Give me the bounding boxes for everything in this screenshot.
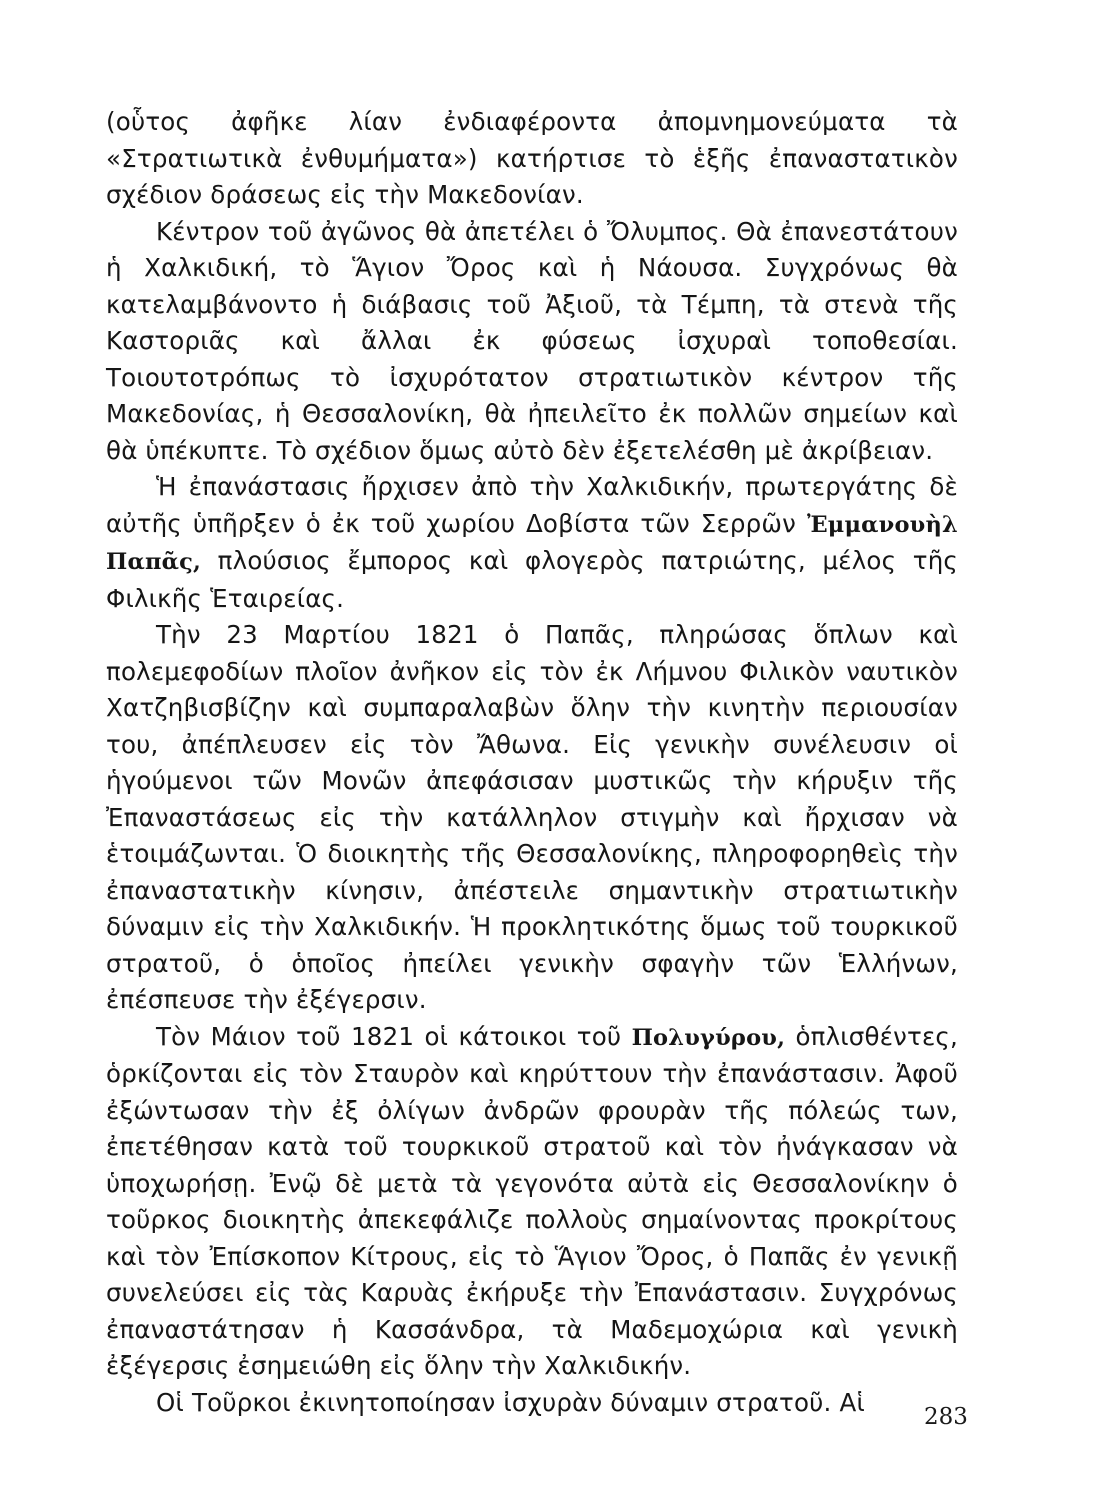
paragraph-campaign-center: Κέντρον τοῦ ἀγῶνος θὰ ἀπετέλει ὁ Ὄλυμπος. Θὰ ἐπανεστάτουν ἡ Χαλκιδική, τὸ Ἅγιον Ὄρος καὶ ἡ Νάουσα. Συγχρόνως θὰ κατελαμβάνοντο ἡ διάβασις τοῦ Ἀξιοῦ, τὰ Τέμπη, τὰ στενὰ τῆς Καστοριᾶς καὶ ἄλλαι ἐκ φύσεως ἰσχυραὶ τοποθεσίαι. Τοιουτοτρόπως τὸ ἰσχυρότατον στρατιωτικὸν κέντρον τῆς Μακεδονίας, ἡ Θεσσαλονίκη, θὰ ἠπειλεῖτο ἐκ πολλῶν σημείων καὶ θὰ ὑπέκυπτε. Τὸ σχέδιον ὅμως αὐτὸ δὲν ἐξετελέσθη μὲ ἀκρίβειαν. xyxy=(106,216,958,465)
paragraph-text: ὁπλισθέντες, ὁρκίζονται εἰς τὸν Σταυρὸν καὶ κηρύττουν τὴν ἐπανάστασιν. Ἀφοῦ ἐξώντωσαν τὴν ἐξ ὀλίγων ἀνδρῶν φρουρὰν τῆς πόλεώς των, ἐπετέθησαν κατὰ τοῦ τουρκικοῦ στρατοῦ καὶ τὸν ἠνάγκασαν νὰ ὑποχωρήσῃ. Ἐνῷ δὲ μετὰ τὰ γεγονότα αὐτὰ εἰς Θεσσαλονίκην ὁ τοῦρκος διοικητὴς ἀπεκεφάλιζε πολλοὺς σημαίνοντας προκρίτους καὶ τὸν Ἐπίσκοπον Κίτρους, εἰς τὸ Ἅγιον Ὄρος, ὁ Παπᾶς ἐν γενικῇ συνελεύσει εἰς τὰς Καρυὰς ἐκήρυξε τὴν Ἐπανάστασιν. Συγχρόνως ἐπαναστάτησαν ἡ Κασσάνδρα, τὰ Μαδεμοχώρια καὶ γενικὴ ἐξέγερσις ἐσημειώθη εἰς ὅλην τὴν Χαλκιδικήν. xyxy=(106,1021,958,1380)
paragraph-polygyros xyxy=(106,1019,958,1385)
paragraph-text: πλούσιος ἔμπορος καὶ φλογερὸς πατριώτης, μέλος τῆς Φιλικῆς Ἑταιρείας. xyxy=(106,546,958,613)
emphasized-name: Ἐμμανουὴλ Παπᾶς, xyxy=(106,511,958,575)
paragraph-text: Τὸν Μάιον τοῦ 1821 οἱ κάτοικοι τοῦ xyxy=(156,1021,632,1051)
paragraph-march-1821: Τὴν 23 Μαρτίου 1821 ὁ Παπᾶς, πληρώσας ὅπλων καὶ πολεμεφοδίων πλοῖον ἀνῆκον εἰς τὸν ἐκ Λήμνου Φιλικὸν ναυτικὸν Χατζηβισβίζην καὶ συμπαραλαβὼν ὅλην τὴν κινητὴν περιουσίαν του, ἀπέπλευσεν εἰς τὸν Ἄθωνα. Εἰς γενικὴν συνέλευσιν οἱ ἡγούμενοι τῶν Μονῶν ἀπεφάσισαν μυστικῶς τὴν κήρυξιν τῆς Ἐπαναστάσεως εἰς τὴν κατάλληλον στιγμὴν καὶ ἤρχισαν νὰ ἑτοιμάζωνται. Ὁ διοικητὴς τῆς Θεσσαλονίκης, πληροφορηθεὶς τὴν ἐπαναστατικὴν κίνησιν, ἀπέστειλε σημαντικὴν στρατιωτικὴν δύναμιν εἰς τὴν Χαλκιδικήν. Ἡ προκλητικότης ὅμως τοῦ τουρκικοῦ στρατοῦ, ὁ ὁποῖος ἠπείλει γενικὴν σφαγὴν τῶν Ἑλλήνων, ἐπέσπευσε τὴν ἐξέγερσιν. xyxy=(106,620,958,1014)
emphasized-place: Πολυγύρου, xyxy=(631,1024,786,1051)
book-page xyxy=(106,104,958,1444)
paragraph-revolution-start xyxy=(106,469,958,617)
paragraph-turkish-mobilization: Οἱ Τοῦρκοι ἐκινητοποίησαν ἰσχυρὰν δύναμιν στρατοῦ. Αἱ xyxy=(156,1387,865,1417)
body-text xyxy=(106,104,958,1421)
paragraph-plan-intro: (οὗτος ἀφῆκε λίαν ἐνδιαφέροντα ἀπομνημονεύματα τὰ «Στρατιωτικὰ ἐνθυμήματα») κατήρτισε τὸ ἑξῆς ἐπαναστατικὸν σχέδιον δράσεως εἰς τὴν Μακεδονίαν. xyxy=(106,107,958,209)
page-number: 283 xyxy=(924,1404,968,1430)
paragraph-text: Ἡ ἐπανάστασις ἤρχισεν ἀπὸ τὴν Χαλκιδικήν, πρωτεργάτης δὲ αὐτῆς ὑπῆρξεν ὁ ἐκ τοῦ χωρίου Δοβίστα τῶν Σερρῶν xyxy=(106,472,958,538)
